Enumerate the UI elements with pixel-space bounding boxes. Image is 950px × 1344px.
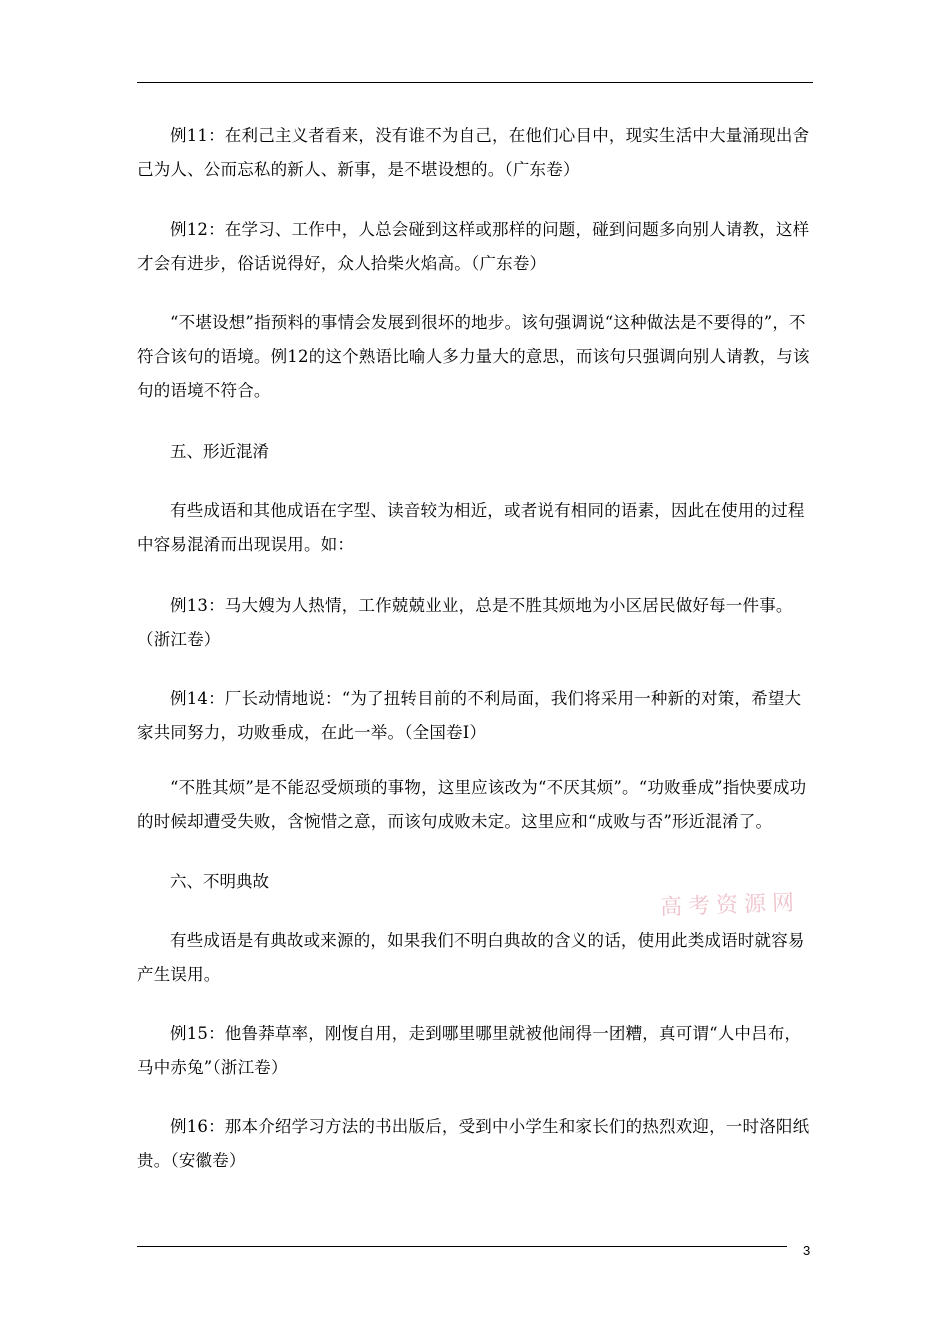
footer-rule: [137, 1246, 787, 1247]
example-15: 例15：他鲁莽草率，刚愎自用，走到哪里哪里就被他闹得一团糟，真可谓“人中吕布，马中赤兔”（浙江卷）: [137, 1024, 802, 1077]
example-14: 例14：厂长动情地说：“为了扭转目前的不利局面，我们将采用一种新的对策，希望大家共同努力，功败垂成，在此一举。（全国卷Ⅰ）: [137, 689, 802, 742]
explanation-1: “不堪设想”指预料的事情会发展到很坏的地步。该句强调说“这种做法是不要得的”，不符合该句的语境。例12的这个熟语比喻人多力量大的意思，而该句只强调向别人请教，与该句的语境不符合。: [137, 313, 810, 400]
intro-paragraph-5: 有些成语和其他成语在字型、读音较为相近，或者说有相同的语素，因此在使用的过程中容易混淆而出现误用。如：: [137, 501, 805, 554]
page-number: 3: [803, 1243, 811, 1258]
watermark-logo: 高考资源网: [659, 890, 801, 921]
example-16: 例16：那本介绍学习方法的书出版后，受到中小学生和家长们的热烈欢迎，一时洛阳纸贵。（安徽卷）: [137, 1117, 810, 1170]
header-rule: [137, 82, 813, 83]
section-heading-5: 五、形近混淆: [170, 442, 269, 461]
section-heading-6: 六、不明典故: [170, 872, 269, 891]
explanation-2: “不胜其烦”是不能忍受烦琐的事物，这里应该改为“不厌其烦”。“功败垂成”指快要成功的时候却遭受失败，含惋惜之意，而该句成败未定。这里应和“成败与否”形近混淆了。: [137, 778, 807, 831]
intro-paragraph-6: 有些成语是有典故或来源的，如果我们不明白典故的含义的话，使用此类成语时就容易产生误用。: [137, 931, 805, 984]
example-13: 例13：马大嫂为人热情，工作兢兢业业，总是不胜其烦地为小区居民做好每一件事。（浙江卷）: [137, 596, 793, 649]
example-11: 例11：在利己主义者看来，没有谁不为自己，在他们心目中，现实生活中大量涌现出舍己为人、公而忘私的新人、新事，是不堪设想的。（广东卷）: [137, 126, 810, 179]
example-12: 例12：在学习、工作中，人总会碰到这样或那样的问题，碰到问题多向别人请教，这样才会有进步，俗话说得好，众人拾柴火焰高。（广东卷）: [137, 220, 810, 273]
